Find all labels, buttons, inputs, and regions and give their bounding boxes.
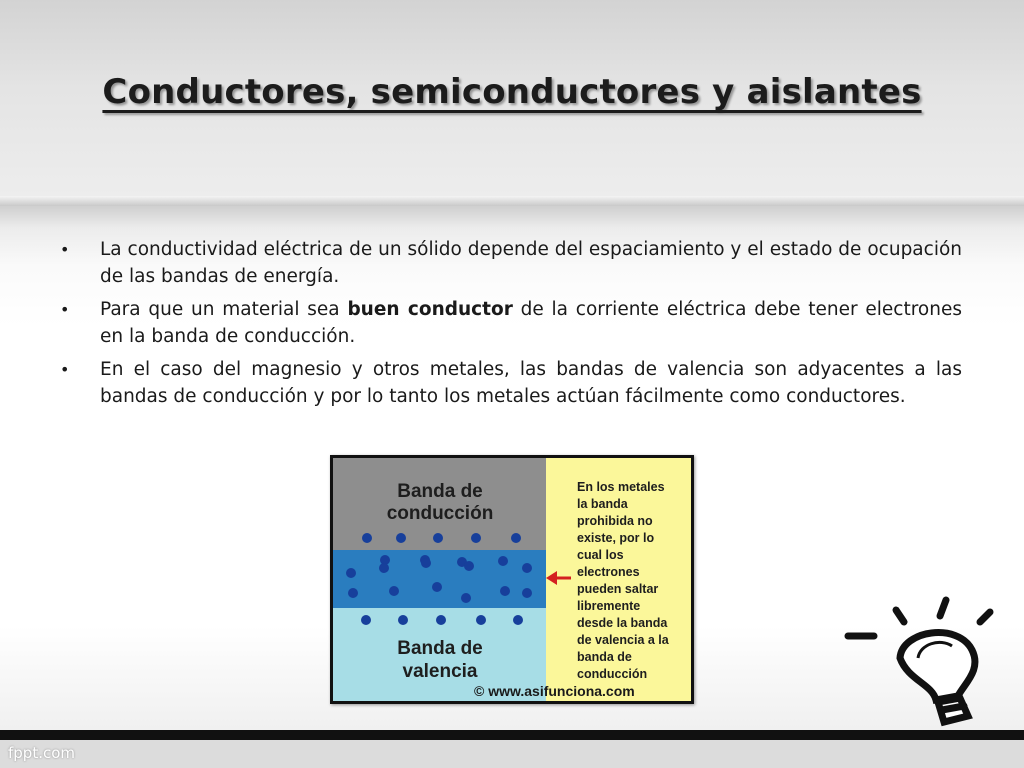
- note-line: libremente: [577, 599, 641, 613]
- note-line: desde la banda: [577, 616, 668, 630]
- lightbulb-icon: [840, 592, 1020, 732]
- electron-dot: [476, 615, 486, 625]
- electron-dot: [432, 582, 442, 592]
- slide-title: Conductores, semiconductores y aislantes: [102, 72, 922, 112]
- electron-dot: [500, 586, 510, 596]
- band-diagram-graphic: [333, 458, 691, 701]
- note-line: conducción: [577, 667, 648, 681]
- bullet-text-start: Para que un material sea: [100, 299, 348, 320]
- electron-dot: [433, 533, 443, 543]
- electron-dot: [513, 615, 523, 625]
- note-line: electrones: [577, 565, 640, 579]
- electron-dot: [436, 615, 446, 625]
- electron-dot: [346, 568, 356, 578]
- electron-dot: [471, 533, 481, 543]
- bullet-text: La conductividad eléctrica de un sólido depende del espaciamiento y el estado de ocupación de las bandas de energía.: [100, 239, 962, 287]
- note-line: pueden saltar: [577, 582, 659, 596]
- electron-dot: [389, 586, 399, 596]
- electron-dot: [348, 588, 358, 598]
- bullet-list: [60, 236, 962, 416]
- footer-brand: fppt.com: [8, 744, 76, 762]
- electron-dot: [522, 563, 532, 573]
- note-line: prohibida no: [577, 514, 653, 528]
- electron-dot: [396, 533, 406, 543]
- bullet-text: En el caso del magnesio y otros metales, las bandas de valencia son adyacentes a las bandas de conducción y por lo tanto los metales actúan fácilmente como conductores.: [100, 359, 962, 407]
- note-line: existe, por lo: [577, 531, 655, 545]
- electron-dot: [464, 561, 474, 571]
- note-line: cual los: [577, 548, 624, 562]
- bullet-item: [60, 236, 962, 290]
- footer-strip: [0, 740, 1024, 768]
- electron-dot: [379, 563, 389, 573]
- electron-dot: [398, 615, 408, 625]
- electron-dot: [361, 615, 371, 625]
- band-diagram: [330, 455, 694, 704]
- bullet-emphasis: buen conductor: [347, 299, 513, 320]
- bullet-item: [60, 356, 962, 410]
- valence-label-line1: Banda de: [397, 638, 483, 659]
- electron-dot: [421, 558, 431, 568]
- note-line: la banda: [577, 497, 628, 511]
- conduction-label-line2: conducción: [386, 503, 494, 524]
- bullet-marker: •: [60, 360, 70, 379]
- note-line: de valencia a la: [577, 633, 669, 647]
- valence-label-line2: valencia: [402, 661, 478, 682]
- electron-dot: [362, 533, 372, 543]
- bullet-text-end: de la corriente eléctrica debe tener electrones en la banda de conducción.: [100, 299, 962, 347]
- electron-dot: [522, 588, 532, 598]
- bullet-item: [60, 296, 962, 350]
- note-line: En los metales: [577, 480, 665, 494]
- note-line: banda de: [577, 650, 632, 664]
- footer-bar: [0, 730, 1024, 740]
- electron-dot: [498, 556, 508, 566]
- overlap-band-area: [333, 550, 546, 608]
- bullet-marker: •: [60, 240, 70, 259]
- electron-dot: [461, 593, 471, 603]
- conduction-label-line1: Banda de: [397, 481, 483, 502]
- electron-dot: [511, 533, 521, 543]
- bullet-marker: •: [60, 300, 70, 319]
- figure-copyright: © www.asifunciona.com: [474, 683, 635, 699]
- title-divider: [0, 196, 1024, 206]
